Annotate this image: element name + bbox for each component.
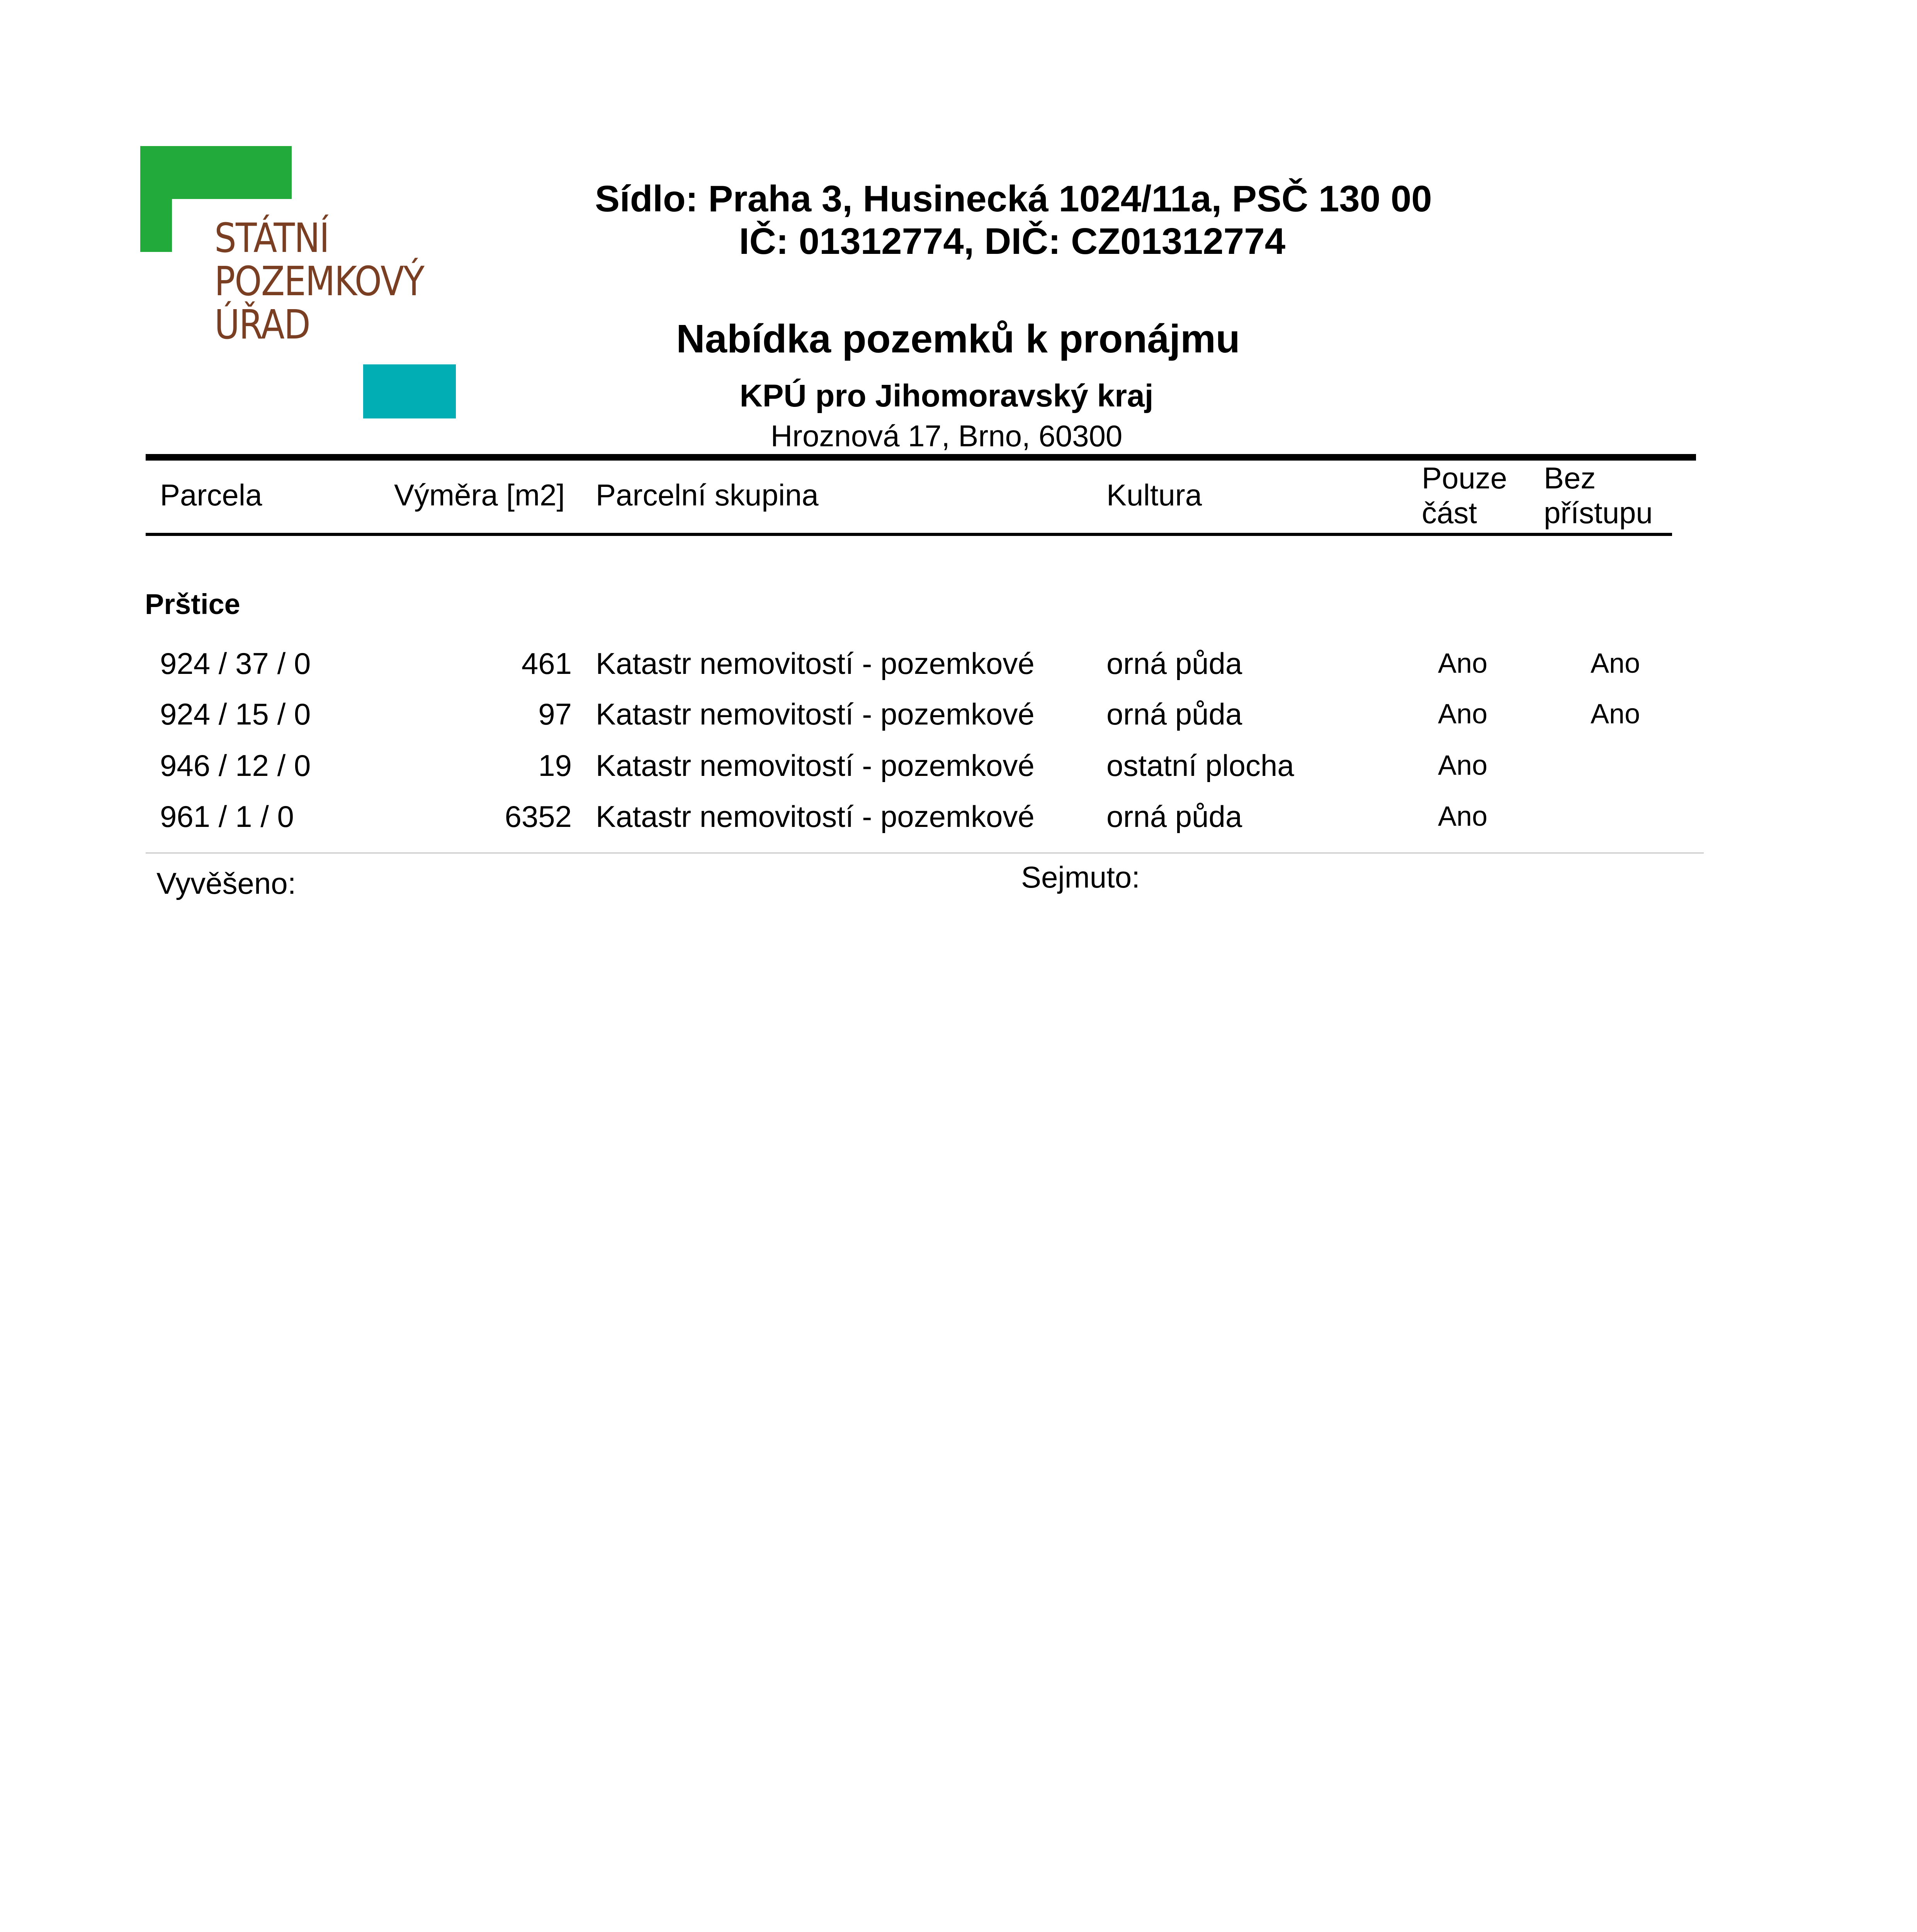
cell-vymera: 19	[538, 748, 572, 782]
table-row	[0, 747, 1917, 797]
cell-skupina: Katastr nemovitostí - pozemkové	[596, 748, 1035, 782]
logo-text-line: ÚŘAD	[214, 301, 310, 348]
cell-skupina: Katastr nemovitostí - pozemkové	[596, 697, 1035, 731]
column-header-skupina: Parcelní skupina	[596, 478, 819, 512]
cell-pouze-cast: Ano	[1438, 801, 1488, 832]
cell-bez-pristupu: Ano	[1591, 699, 1640, 730]
column-header-vymera: Výměra [m2]	[394, 478, 565, 512]
table-row	[0, 798, 1917, 848]
cell-vymera: 461	[521, 646, 572, 680]
cell-vymera: 97	[538, 697, 572, 731]
cell-kultura: ostatní plocha	[1106, 748, 1294, 782]
posted-label: Vyvěšeno:	[156, 866, 296, 900]
cell-parcela: 961 / 1 / 0	[160, 799, 294, 833]
table-row	[0, 645, 1917, 695]
office-address: Hroznová 17, Brno, 60300	[770, 419, 1123, 453]
cell-skupina: Katastr nemovitostí - pozemkové	[596, 799, 1035, 833]
office-name: KPÚ pro Jihomoravský kraj	[739, 378, 1154, 413]
logo-teal-block	[363, 364, 456, 418]
logo	[140, 146, 461, 420]
cell-bez-pristupu: Ano	[1591, 648, 1640, 679]
cell-parcela: 924 / 37 / 0	[160, 646, 311, 680]
logo-text-line: STÁTNÍ	[214, 214, 329, 262]
column-header-parcela: Parcela	[160, 478, 262, 512]
table-header-rule	[146, 533, 1672, 536]
cell-pouze-cast: Ano	[1438, 699, 1488, 730]
table-row	[0, 696, 1917, 746]
column-header-pouze-cast: Pouze část	[1422, 461, 1507, 530]
logo-green-stem	[140, 146, 172, 252]
column-header-bez-pristupu: Bez přístupu	[1544, 461, 1653, 530]
cell-pouze-cast: Ano	[1438, 648, 1488, 679]
table-bottom-rule	[146, 852, 1704, 854]
cell-parcela: 924 / 15 / 0	[160, 697, 311, 731]
group-heading: Prštice	[145, 588, 240, 620]
removed-label: Sejmuto:	[1021, 860, 1140, 894]
seat-address: Sídlo: Praha 3, Husinecká 1024/11a, PSČ 130 00	[595, 178, 1432, 219]
cell-skupina: Katastr nemovitostí - pozemkové	[596, 646, 1035, 680]
cell-kultura: orná půda	[1106, 697, 1242, 731]
page-title: Nabídka pozemků k pronájmu	[676, 316, 1240, 361]
cell-vymera: 6352	[505, 799, 572, 833]
table-top-rule	[146, 454, 1696, 461]
company-ids: IČ: 01312774, DIČ: CZ01312774	[739, 221, 1286, 262]
cell-kultura: orná půda	[1106, 799, 1242, 833]
cell-pouze-cast: Ano	[1438, 750, 1488, 781]
column-header-kultura: Kultura	[1106, 478, 1202, 512]
logo-text-line: POZEMKOVÝ	[214, 258, 424, 305]
cell-kultura: orná půda	[1106, 646, 1242, 680]
cell-parcela: 946 / 12 / 0	[160, 748, 311, 782]
